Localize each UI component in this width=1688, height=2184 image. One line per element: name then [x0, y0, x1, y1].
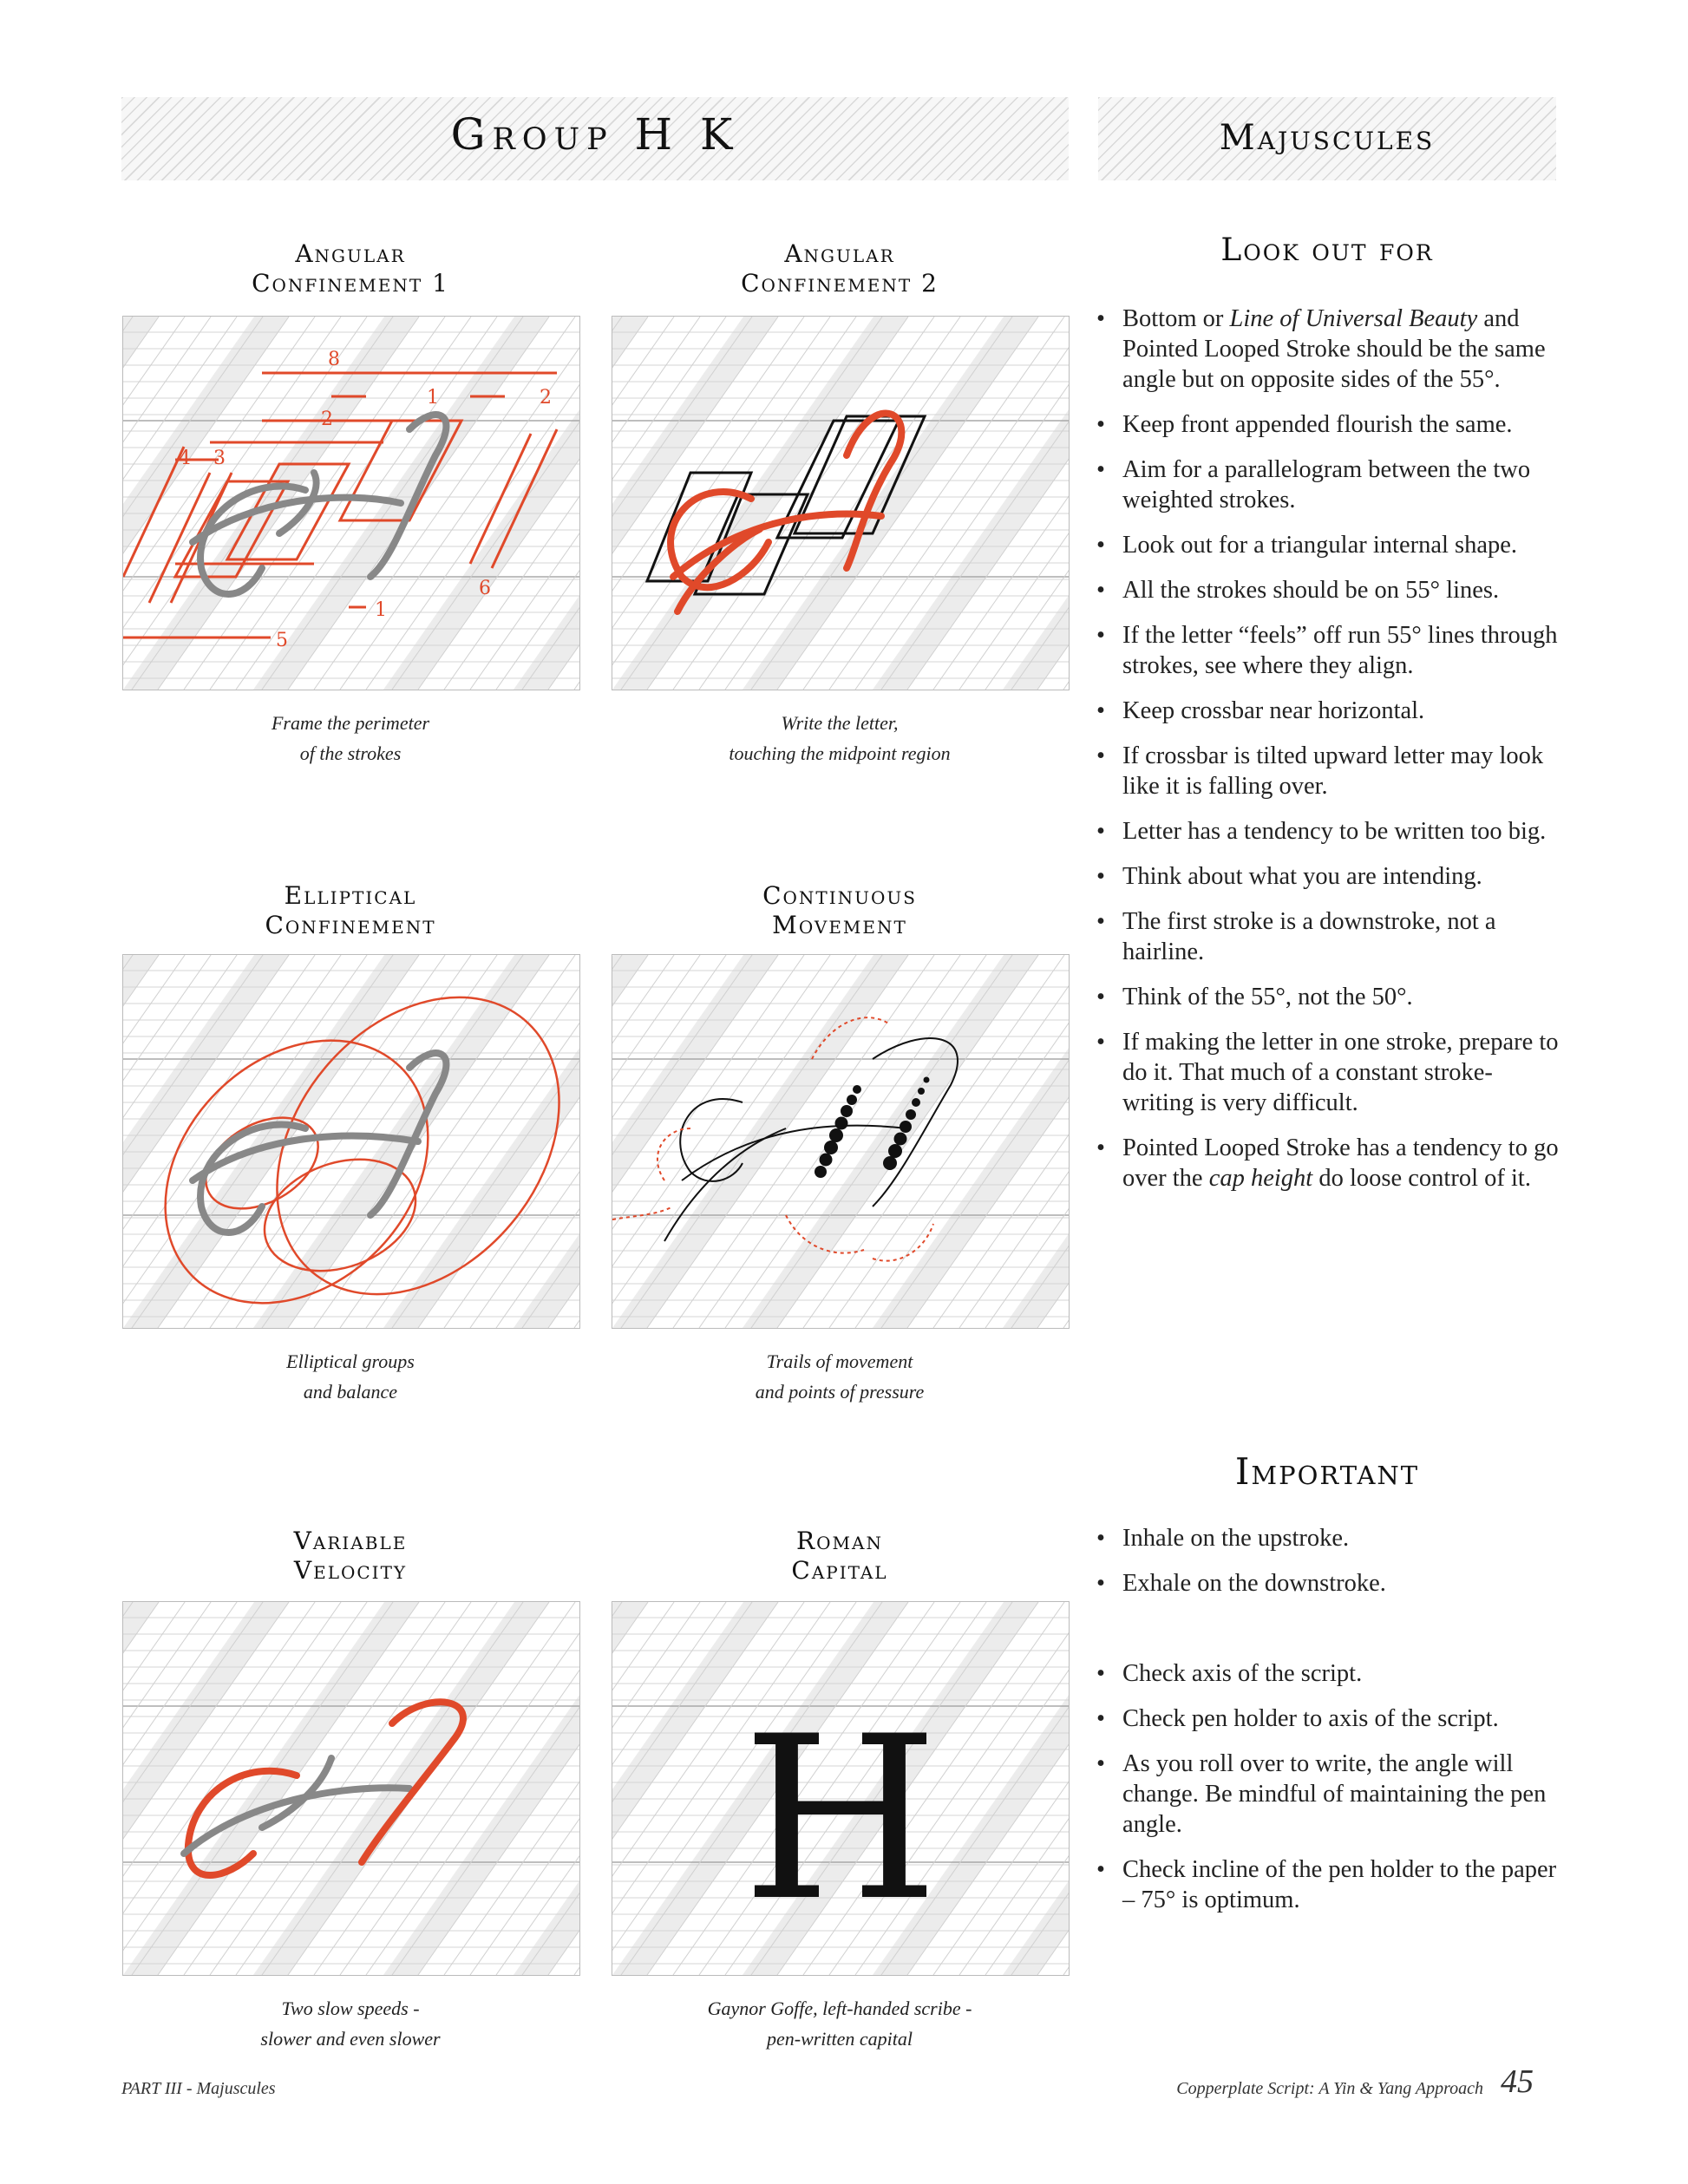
bullet-item	[1095, 1133, 1563, 1193]
roman-capital-h: H	[742, 1689, 939, 1951]
label-line: Capital	[791, 1556, 888, 1585]
caption-line: pen-written capital	[766, 2028, 913, 2050]
panel-label-angular-2	[611, 239, 1069, 298]
bullet-item	[1095, 861, 1563, 892]
guide-number: 2	[321, 409, 333, 430]
bullet-item	[1095, 906, 1563, 967]
caption-line: and balance	[303, 1381, 398, 1403]
label-line: Angular	[784, 239, 895, 268]
bullet-text: If the letter “feels” off run 55° lines through strokes, see where they align.	[1122, 622, 1558, 679]
bullet-text: Check axis of the script.	[1122, 1660, 1363, 1687]
caption-line: Elliptical groups	[286, 1350, 415, 1372]
bullet-text: Check incline of the pen holder to the paper – 75° is optimum.	[1122, 1856, 1557, 1913]
guide-number: 1	[427, 387, 439, 409]
diagram-elliptical-confinement	[122, 954, 580, 1329]
caption-line: Trails of movement	[766, 1350, 913, 1372]
bullet-text: Inhale on the upstroke.	[1122, 1525, 1350, 1552]
page-title: Group H K	[450, 109, 740, 160]
bullet-text: do loose control of it.	[1312, 1165, 1531, 1192]
panel-label-angular-1	[121, 239, 579, 298]
caption-line: Frame the perimeter	[271, 712, 430, 734]
panel-caption	[121, 1993, 579, 2054]
bullet-text: Aim for a parallelogram between the two weighted strokes.	[1122, 456, 1531, 513]
label-line: Velocity	[293, 1556, 408, 1585]
bullet-text: Exhale on the downstroke.	[1122, 1570, 1386, 1597]
bullet-item	[1095, 575, 1563, 605]
footer-part-label: PART III - Majuscules	[121, 2079, 276, 2098]
section-title: Majuscules	[1219, 118, 1436, 158]
bullet-text: As you roll over to write, the angle will change. Be mindful of maintaining the pen angle.	[1122, 1750, 1547, 1838]
panel-label-variable	[121, 1527, 579, 1586]
diagram-angular-confinement-2	[612, 316, 1070, 690]
guide-number: 8	[328, 349, 340, 370]
important-heading: Important	[1234, 1450, 1420, 1493]
caption-line: of the strokes	[299, 742, 402, 764]
bullet-text: The first stroke is a downstroke, not a hairline.	[1122, 908, 1496, 965]
bullet-item	[1095, 304, 1563, 395]
label-line: Elliptical	[284, 881, 417, 910]
bullet-item	[1095, 741, 1563, 801]
label-line: Confinement 2	[741, 269, 939, 298]
look-out-for-heading: Look out for	[1220, 232, 1434, 268]
panel-label-elliptical	[121, 881, 579, 940]
bullet-item	[1095, 696, 1563, 726]
guide-number: 3	[213, 448, 226, 469]
emphasis-text: Line of Universal Beauty	[1229, 305, 1478, 332]
diagram-continuous-movement	[612, 954, 1070, 1329]
caption-line: slower and even slower	[260, 2028, 441, 2050]
footer-book-title: Copperplate Script: A Yin & Yang Approach	[1176, 2079, 1483, 2098]
bullet-text: Keep crossbar near horizontal.	[1122, 697, 1425, 724]
panel-label-roman	[611, 1527, 1069, 1586]
label-line: Confinement	[265, 911, 436, 939]
caption-line: Gaynor Goffe, left-handed scribe -	[707, 1998, 972, 2019]
bullet-item	[1095, 530, 1563, 560]
label-line: Variable	[293, 1527, 408, 1555]
important-list	[1095, 1523, 1563, 1613]
guide-number: 5	[276, 630, 288, 651]
panel-caption	[121, 708, 579, 768]
bullet-text: Think about what you are intending.	[1122, 863, 1482, 890]
bullet-item	[1095, 1568, 1563, 1599]
guide-number: 1	[375, 599, 387, 621]
diagram-variable-velocity	[122, 1601, 580, 1976]
guide-number: 6	[479, 578, 491, 599]
panel-caption	[611, 708, 1069, 768]
important-checklist	[1095, 1658, 1563, 1930]
bullet-item	[1095, 1658, 1563, 1689]
bullet-text: Look out for a triangular internal shape.	[1122, 532, 1518, 559]
bullet-item	[1095, 1523, 1563, 1553]
bullet-text: Pointed Looped Stroke has a tendency to go over the	[1122, 1135, 1559, 1192]
bullet-text: and Pointed Looped Stroke should be the same angle but on opposite sides of the 55°.	[1122, 305, 1546, 393]
label-line: Roman	[796, 1527, 883, 1555]
panel-caption	[121, 1346, 579, 1407]
label-line: Angular	[295, 239, 406, 268]
bullet-text: Bottom or	[1122, 305, 1230, 332]
bullet-item	[1095, 1027, 1563, 1118]
look-out-for-list	[1095, 304, 1563, 1208]
diagram-roman-capital	[612, 1601, 1070, 1976]
diagram-angular-confinement-1	[122, 316, 580, 690]
guide-number: 2	[540, 387, 552, 409]
panel-caption	[611, 1993, 1069, 2054]
bullet-item	[1095, 454, 1563, 515]
bullet-text: All the strokes should be on 55° lines.	[1122, 577, 1500, 604]
bullet-text: Think of the 55°, not the 50°.	[1122, 984, 1413, 1010]
label-line: Continuous	[762, 881, 917, 910]
bullet-text: Check pen holder to axis of the script.	[1122, 1705, 1499, 1732]
bullet-item	[1095, 1749, 1563, 1840]
emphasis-text: cap height	[1208, 1165, 1313, 1192]
bullet-item	[1095, 982, 1563, 1012]
bullet-item	[1095, 620, 1563, 681]
bullet-text: If crossbar is tilted upward letter may look like it is falling over.	[1122, 742, 1544, 800]
label-line: Movement	[772, 911, 907, 939]
bullet-text: Keep front appended flourish the same.	[1122, 411, 1513, 438]
panel-caption	[611, 1346, 1069, 1407]
caption-line: Write the letter,	[781, 712, 899, 734]
bullet-text: If making the letter in one stroke, prepare to do it. That much of a constant stroke-writing is very difficult.	[1122, 1029, 1559, 1116]
panel-label-continuous	[611, 881, 1069, 940]
guide-number: 4	[179, 448, 191, 469]
bullet-item	[1095, 1854, 1563, 1915]
page-number: 45	[1501, 2063, 1534, 2100]
caption-line: and points of pressure	[755, 1381, 925, 1403]
caption-line: touching the midpoint region	[729, 742, 951, 764]
bullet-item	[1095, 1703, 1563, 1734]
bullet-item	[1095, 816, 1563, 847]
bullet-item	[1095, 409, 1563, 440]
label-line: Confinement 1	[252, 269, 449, 298]
caption-line: Two slow speeds -	[281, 1998, 420, 2019]
bullet-text: Letter has a tendency to be written too big.	[1122, 818, 1547, 845]
